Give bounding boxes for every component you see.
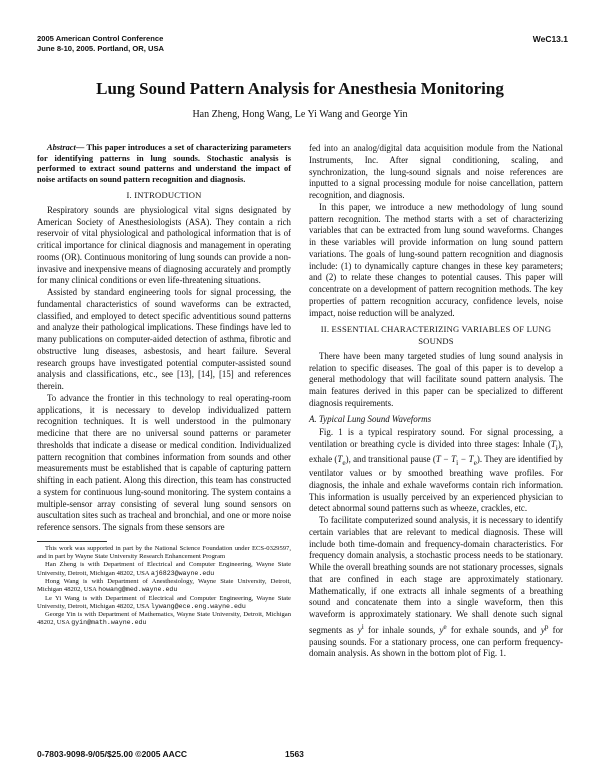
- author-email[interactable]: gyin@math.wayne.edu: [71, 619, 147, 627]
- text-run: ), exhale (: [309, 439, 563, 464]
- footnote-affiliation: Hong Wang is with Department of Anesthesiology, Wayne State University, Detroit, Michigan 48202, USA: [37, 577, 291, 594]
- math-sub: e: [473, 457, 477, 467]
- math-sub: i: [456, 457, 459, 467]
- footnote-funding: This work was supported in part by the National Science Foundation under ECS-0329597, and in part by Wayne State University Research Enhancement Program: [37, 544, 291, 561]
- math-sub: e: [342, 457, 346, 467]
- page-number: 1563: [285, 749, 304, 759]
- text-run: To facilitate computerized sound analysis, it is necessary to identify certain variables that are relevant to medical diagnosis. These will include both time-domain and frequency-domain characteristics. For frequency domain analysis, a stochastic process needs to be stationary. While the overall breathing sounds are not stationary processes, signals that are confined in each stage are approximately stationary. Mathematically, if one extracts all inhale segments of a breathing sound and concatenate them into a single waveform, then this waveform is approximately stationary. We shall denote such signal segments as: [309, 515, 563, 635]
- body-paragraph: [309, 427, 563, 515]
- isbn-footer: 0-7803-9098-9/05/$25.00 ©2005 AACC: [37, 749, 188, 759]
- subsection-heading: A. Typical Lung Sound Waveforms: [309, 413, 432, 424]
- body-paragraph: There have been many targeted studies of lung sound analysis in relation to specific diseases. The goal of this paper is to develop a general methodology that will facilitate sound pattern analysis. The main features derived in this paper can be specialized to different diagnosis requirements.: [309, 350, 563, 408]
- body-paragraph: [309, 515, 563, 660]
- section-heading-characterizing-variables: II. ESSENTIAL CHARACTERIZING VARIABLES OF LUNG SOUNDS: [320, 324, 552, 346]
- body-paragraph: fed into an analog/digital data acquisition module from the National Instruments, Inc. After signal conditioning, scaling, and synchronization, the lung-sound signals and noise references are inputted to a signal processing module for noise cancellation, pattern recognition, and diagnosis.: [309, 143, 563, 200]
- author-email[interactable]: lywang@ece.eng.wayne.edu: [150, 602, 246, 610]
- math-expr: T − T: [435, 453, 457, 464]
- text-run: for inhale sounds,: [363, 624, 440, 635]
- intro-paragraph: To advance the frontier in this technology to real operating-room applications, it is necessary to develop individualized pattern recognition techniques. It is well understood in the pulmonary medicine that there are no universal sound patterns or parameter thresholds that indicate a disease or medical condition. Individualized pattern recognition that combines information from sounds and other measurements must be established that is capable of capturing pattern shifting in each patient. Along this direction, this team has constructed a system for continuous lung-sound monitoring. The system contains a multiple-sensor array consisting of several lung sound sensors on auscultation sites such as tracheal and bronchial, and one or more noise reference sensors. The signals from these sensors are: [37, 392, 291, 532]
- paper-title: Lung Sound Pattern Analysis for Anesthesia Monitoring: [96, 79, 504, 98]
- footnote-affiliation: Han Zheng is with Department of Electrical and Computer Engineering, Wayne State University, Detroit, Michigan 48202, USA: [37, 561, 291, 577]
- author-list: Han Zheng, Hong Wang, Le Yi Wang and George Yin: [192, 109, 408, 120]
- footnote-affiliation: George Yin is with Department of Mathematics, Wayne State University, Detroit, Michigan 48202, USA: [37, 611, 291, 627]
- abstract-label: Abstract: [47, 143, 76, 152]
- left-column: [37, 143, 291, 628]
- math-var: T: [337, 453, 343, 464]
- conference-dates: June 8-10, 2005. Portland, OR, USA: [37, 43, 165, 53]
- right-column: [309, 143, 563, 660]
- author-email[interactable]: howang@med.wayne.edu: [98, 586, 178, 594]
- math-sup: p: [544, 621, 549, 631]
- text-run: Fig. 1 is a typical respiratory sound. For signal processing, a ventilation or breathing cycle is divided into three stages: Inhale (: [309, 427, 563, 449]
- footnotes: [37, 545, 291, 628]
- footnote-author: [37, 578, 291, 595]
- math-sup: i: [361, 621, 364, 631]
- math-var: y: [540, 624, 545, 635]
- footnote-author: [37, 611, 291, 628]
- text-run: for exhale sounds, and: [446, 624, 541, 635]
- text-run: ), and transitional pause (: [345, 453, 436, 464]
- math-var: y: [357, 624, 362, 635]
- intro-paragraph: Assisted by standard engineering tools for signal processing, the fundamental characteristics of sound waveforms can be extracted, classified, and employed to detect specific adventitious sound patterns and analyze their pathological implications. These findings have led to many publications on computer-aided detection of asthma, fibrotic and obstructive lung diseases, asbestosis, and heart failure. Several research groups have investigated potential computer-assisted sound analysis and classifications, etc., see [13], [14], [15] and references therein.: [37, 287, 291, 391]
- footnote-divider: [37, 541, 107, 542]
- math-var: T: [550, 439, 556, 449]
- abstract: [37, 143, 291, 185]
- math-expr: − T: [458, 453, 474, 464]
- footnote-author: [37, 561, 291, 578]
- conference-name: 2005 American Control Conference: [37, 34, 164, 43]
- math-sub: i: [555, 442, 558, 452]
- author-email[interactable]: aj6823@wayne.edu: [150, 569, 215, 577]
- text-run: ). They are identified by ventilator values or by smoothed breathing wave profiles. For diagnosis, the inhale and exhale waveforms contain rich information. This information is usually perceived by an experienced physician to detect abnormal sound patterns such as wheeze, crackles, etc.: [309, 453, 563, 514]
- abstract-text: — This paper introduces a set of characterizing parameters for identifying patterns in lung sounds. Stochastic analysis is performed to extract sound patterns and understand the impact of noise artifacts on sound pattern recognition and diagnosis.: [37, 143, 291, 184]
- math-var: y: [439, 624, 444, 635]
- body-paragraph: In this paper, we introduce a new methodology of lung sound pattern recognition. The method starts with a set of characterizing variables that can be extracted from lung sound waveforms. Changes in these variables will provide information on lung sound pattern variations. The goals of lung-sound pattern recognition and diagnosis include: (1) to dynamically capture changes in these key parameters; and (2) to relate these changes to potential causes. This paper will concentrate on a development of pattern recognition methods. The key properties of pattern recognition accuracy, confidence levels, noise impact, noise reduction will be analyzed.: [309, 201, 563, 318]
- section-heading-introduction: I. INTRODUCTION: [126, 190, 202, 200]
- intro-paragraph: Respiratory sounds are physiological vital signs designated by American Society of Anesthesiologists (ASA). They contain a rich reservoir of vital physiological and pathological information that is of critical importance for clinical diagnosis and management in operating rooms (OR). Continuous monitoring of lung sounds can provide a non-invasive and inexpensive means of diagnosing accurately and promptly for many clinical conditions or even life-threatening situations.: [37, 204, 291, 286]
- footnote-author: [37, 595, 291, 612]
- conference-header: [37, 34, 164, 53]
- footnote-affiliation: Le Yi Wang is with Department of Electrical and Computer Engineering, Wayne State University, Detroit, Michigan 48202, USA: [37, 594, 291, 610]
- session-code: WeC13.1: [532, 34, 568, 44]
- text-run: for pausing sounds. For a stationary process, one can perform frequency-domain analysis. As shown in the bottom plot of Fig. 1.: [309, 624, 563, 659]
- math-sup: e: [443, 621, 447, 631]
